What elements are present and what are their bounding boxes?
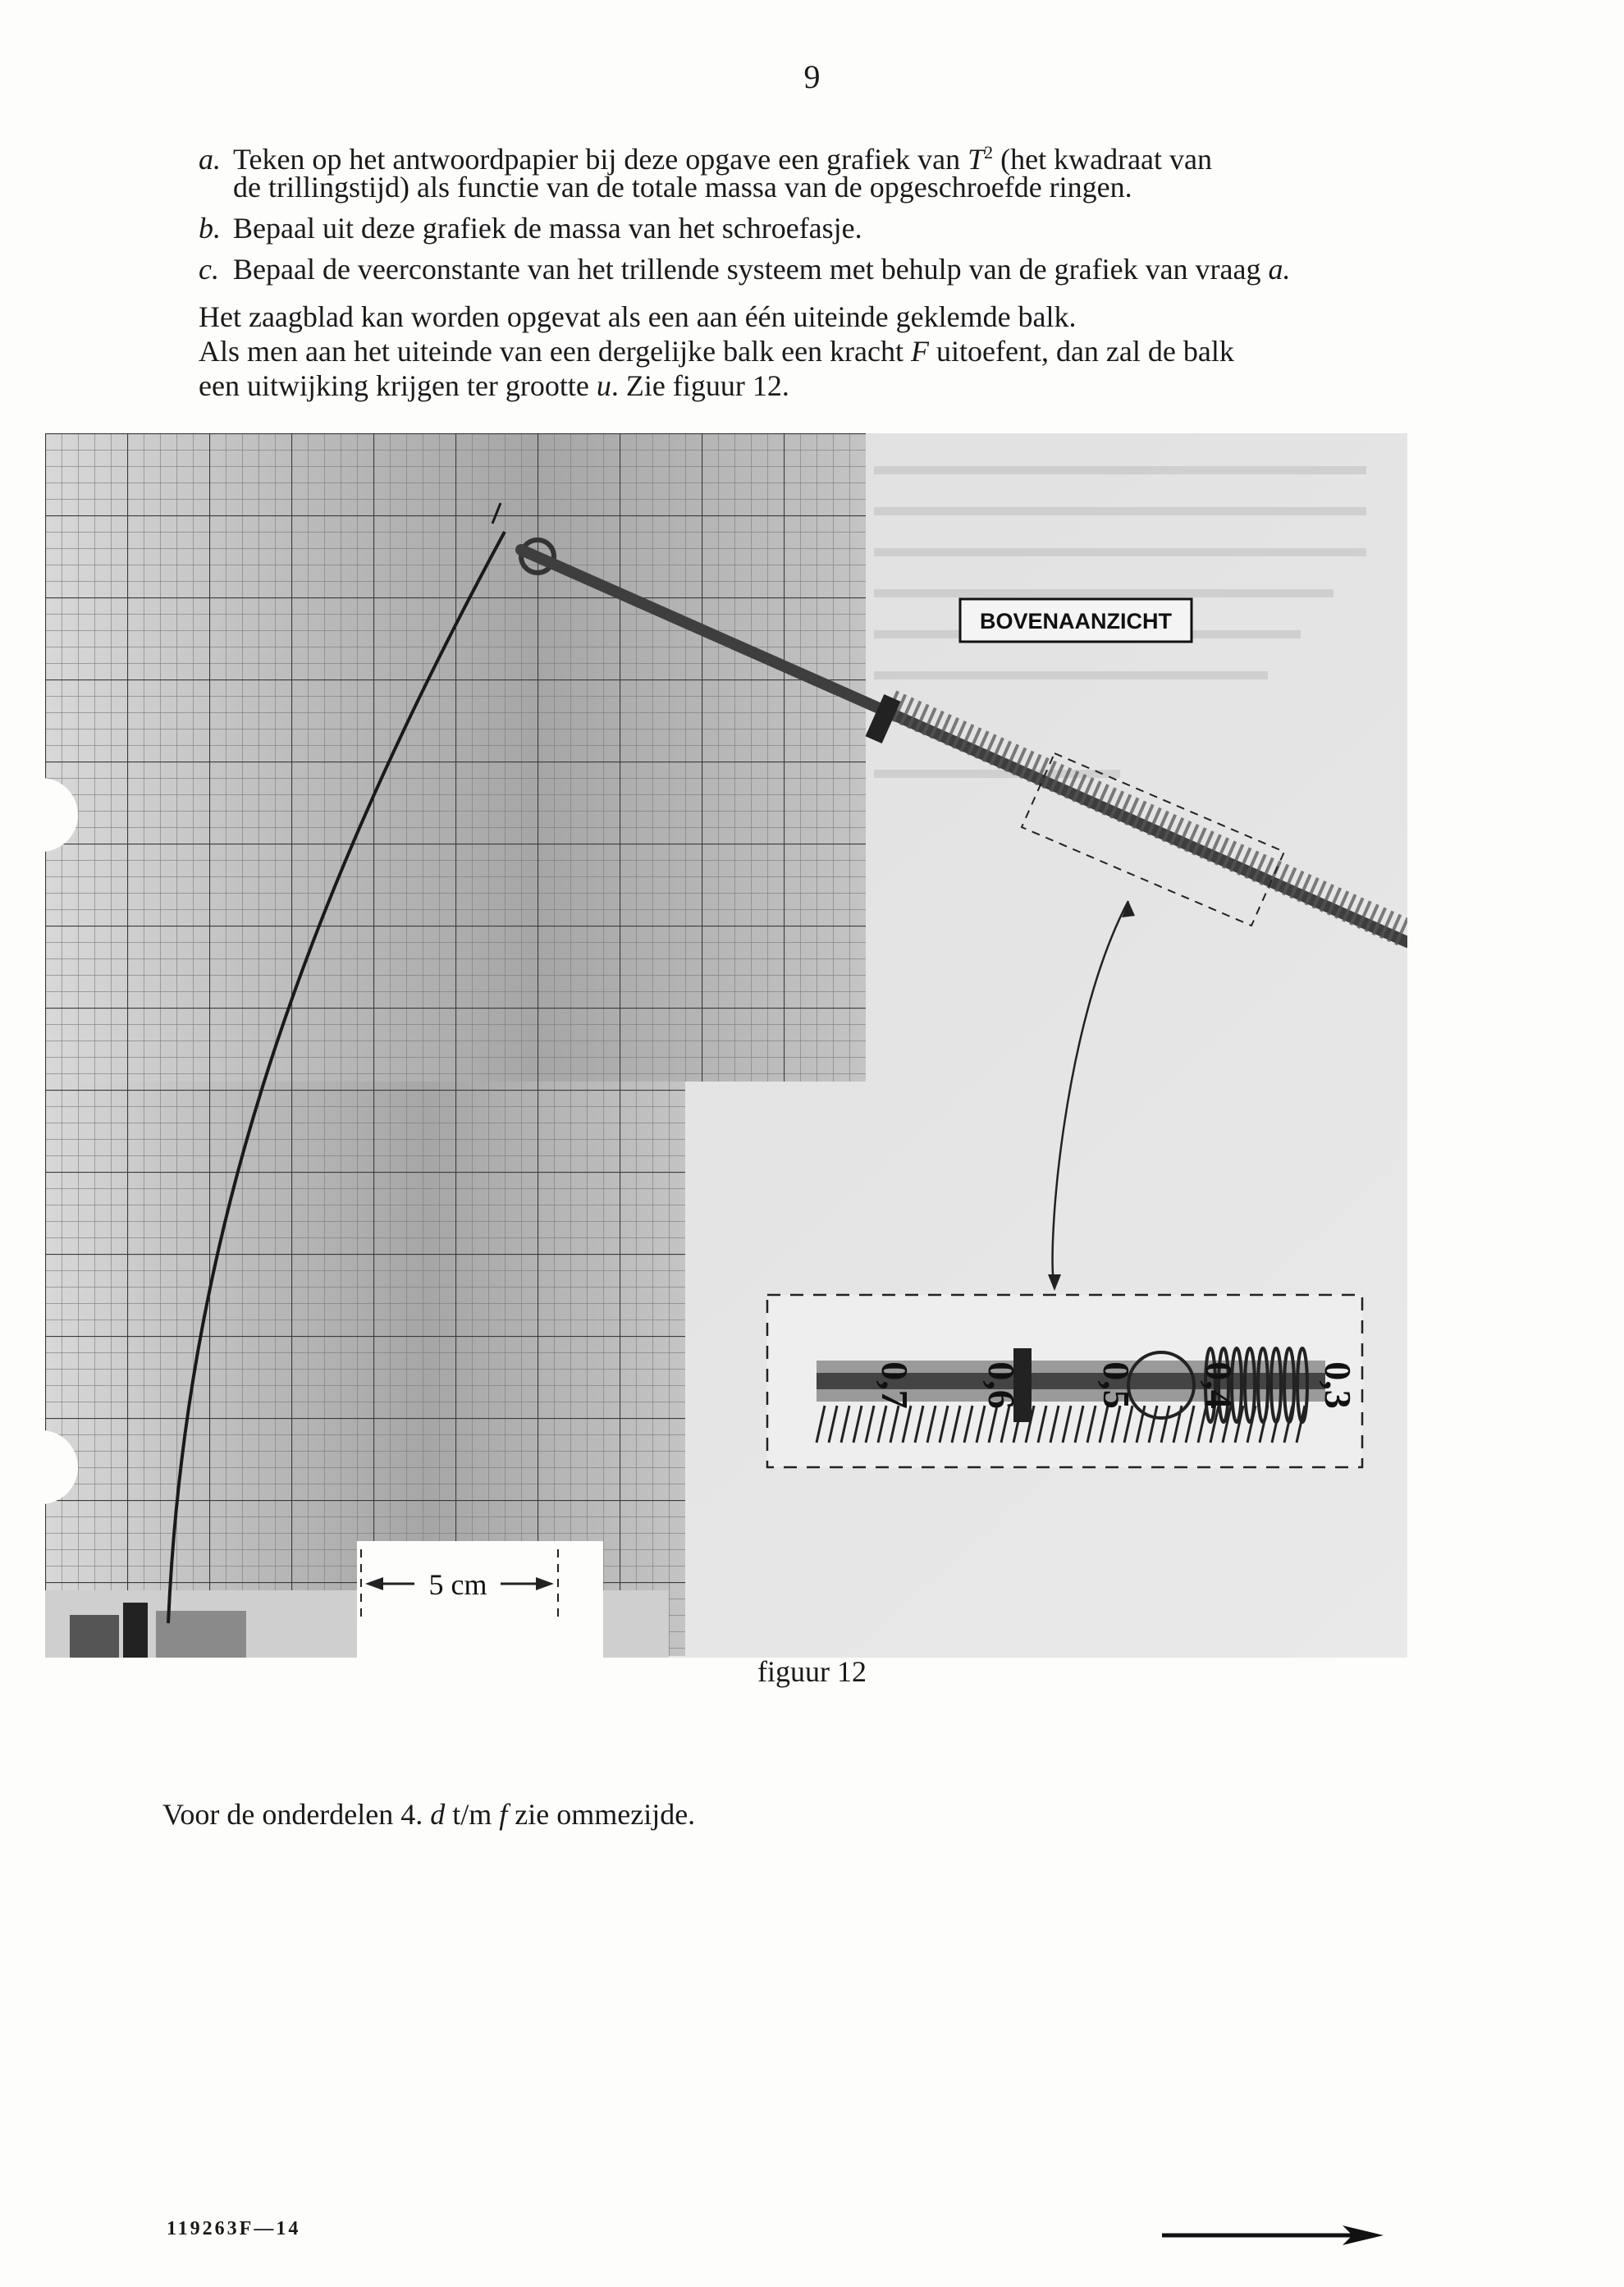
scale-label: 5 cm: [428, 1568, 487, 1601]
figure-photo: [45, 433, 1407, 1658]
text: zie ommezijde.: [507, 1798, 696, 1831]
superscript: 2: [984, 142, 994, 162]
question-b: [199, 211, 1446, 245]
text: . Zie figuur 12.: [611, 369, 789, 402]
paragraph-line-2: [199, 334, 1430, 368]
question-text-end: (het kwadraat van: [993, 143, 1213, 176]
period-symbol: T: [968, 143, 985, 176]
letter-f: f: [499, 1798, 508, 1831]
question-text: Bepaal de veerconstante van het trillende systeem met behulp van de grafiek van vraag: [233, 253, 1269, 286]
figure-caption: figuur 12: [757, 1655, 867, 1688]
detail-number: 0,7: [874, 1361, 916, 1409]
text: t/m: [445, 1798, 500, 1831]
text: Voor de onderdelen 4.: [162, 1798, 431, 1831]
detail-number: 0,3: [1317, 1361, 1359, 1409]
paragraph-line-1: Het zaagblad kan worden opgevat als een aan één uiteinde geklemde balk.: [199, 300, 1077, 333]
question-c: [199, 252, 1446, 286]
question-letter: c.: [199, 253, 219, 286]
next-page-arrow-icon: [1162, 2225, 1384, 2245]
question-a-continuation: de trillingstijd) als functie van de totale massa van de opgeschroefde ringen.: [233, 171, 1132, 204]
figure-12: [45, 433, 1407, 1658]
detail-number: 0,4: [1198, 1361, 1240, 1409]
force-symbol: F: [911, 335, 929, 368]
question-letter: b.: [199, 212, 221, 245]
paragraph-line-3: [199, 368, 1430, 403]
question-letter: a.: [199, 143, 221, 176]
detail-inset: [767, 1295, 1362, 1467]
text: uitoefent, dan zal de balk: [929, 335, 1234, 368]
detail-number: 0,6: [981, 1361, 1022, 1409]
page-number: 9: [803, 58, 821, 95]
footer-note: [162, 1797, 695, 1832]
letter-d: d: [430, 1798, 446, 1831]
question-text: Bepaal uit deze grafiek de massa van het schroefasje.: [233, 212, 862, 245]
top-view-label: BOVENAANZICHT: [980, 609, 1172, 633]
question-ref: a.: [1268, 253, 1291, 286]
text: een uitwijking krijgen ter grootte: [199, 369, 597, 402]
detail-number: 0,5: [1096, 1361, 1137, 1409]
displacement-symbol: u: [596, 369, 611, 402]
document-code: 119263F—14: [167, 2218, 301, 2239]
text: Als men aan het uiteinde van een dergelijke balk een kracht: [199, 335, 911, 368]
question-text: Teken op het antwoordpapier bij deze opgave een grafiek van: [233, 143, 968, 176]
